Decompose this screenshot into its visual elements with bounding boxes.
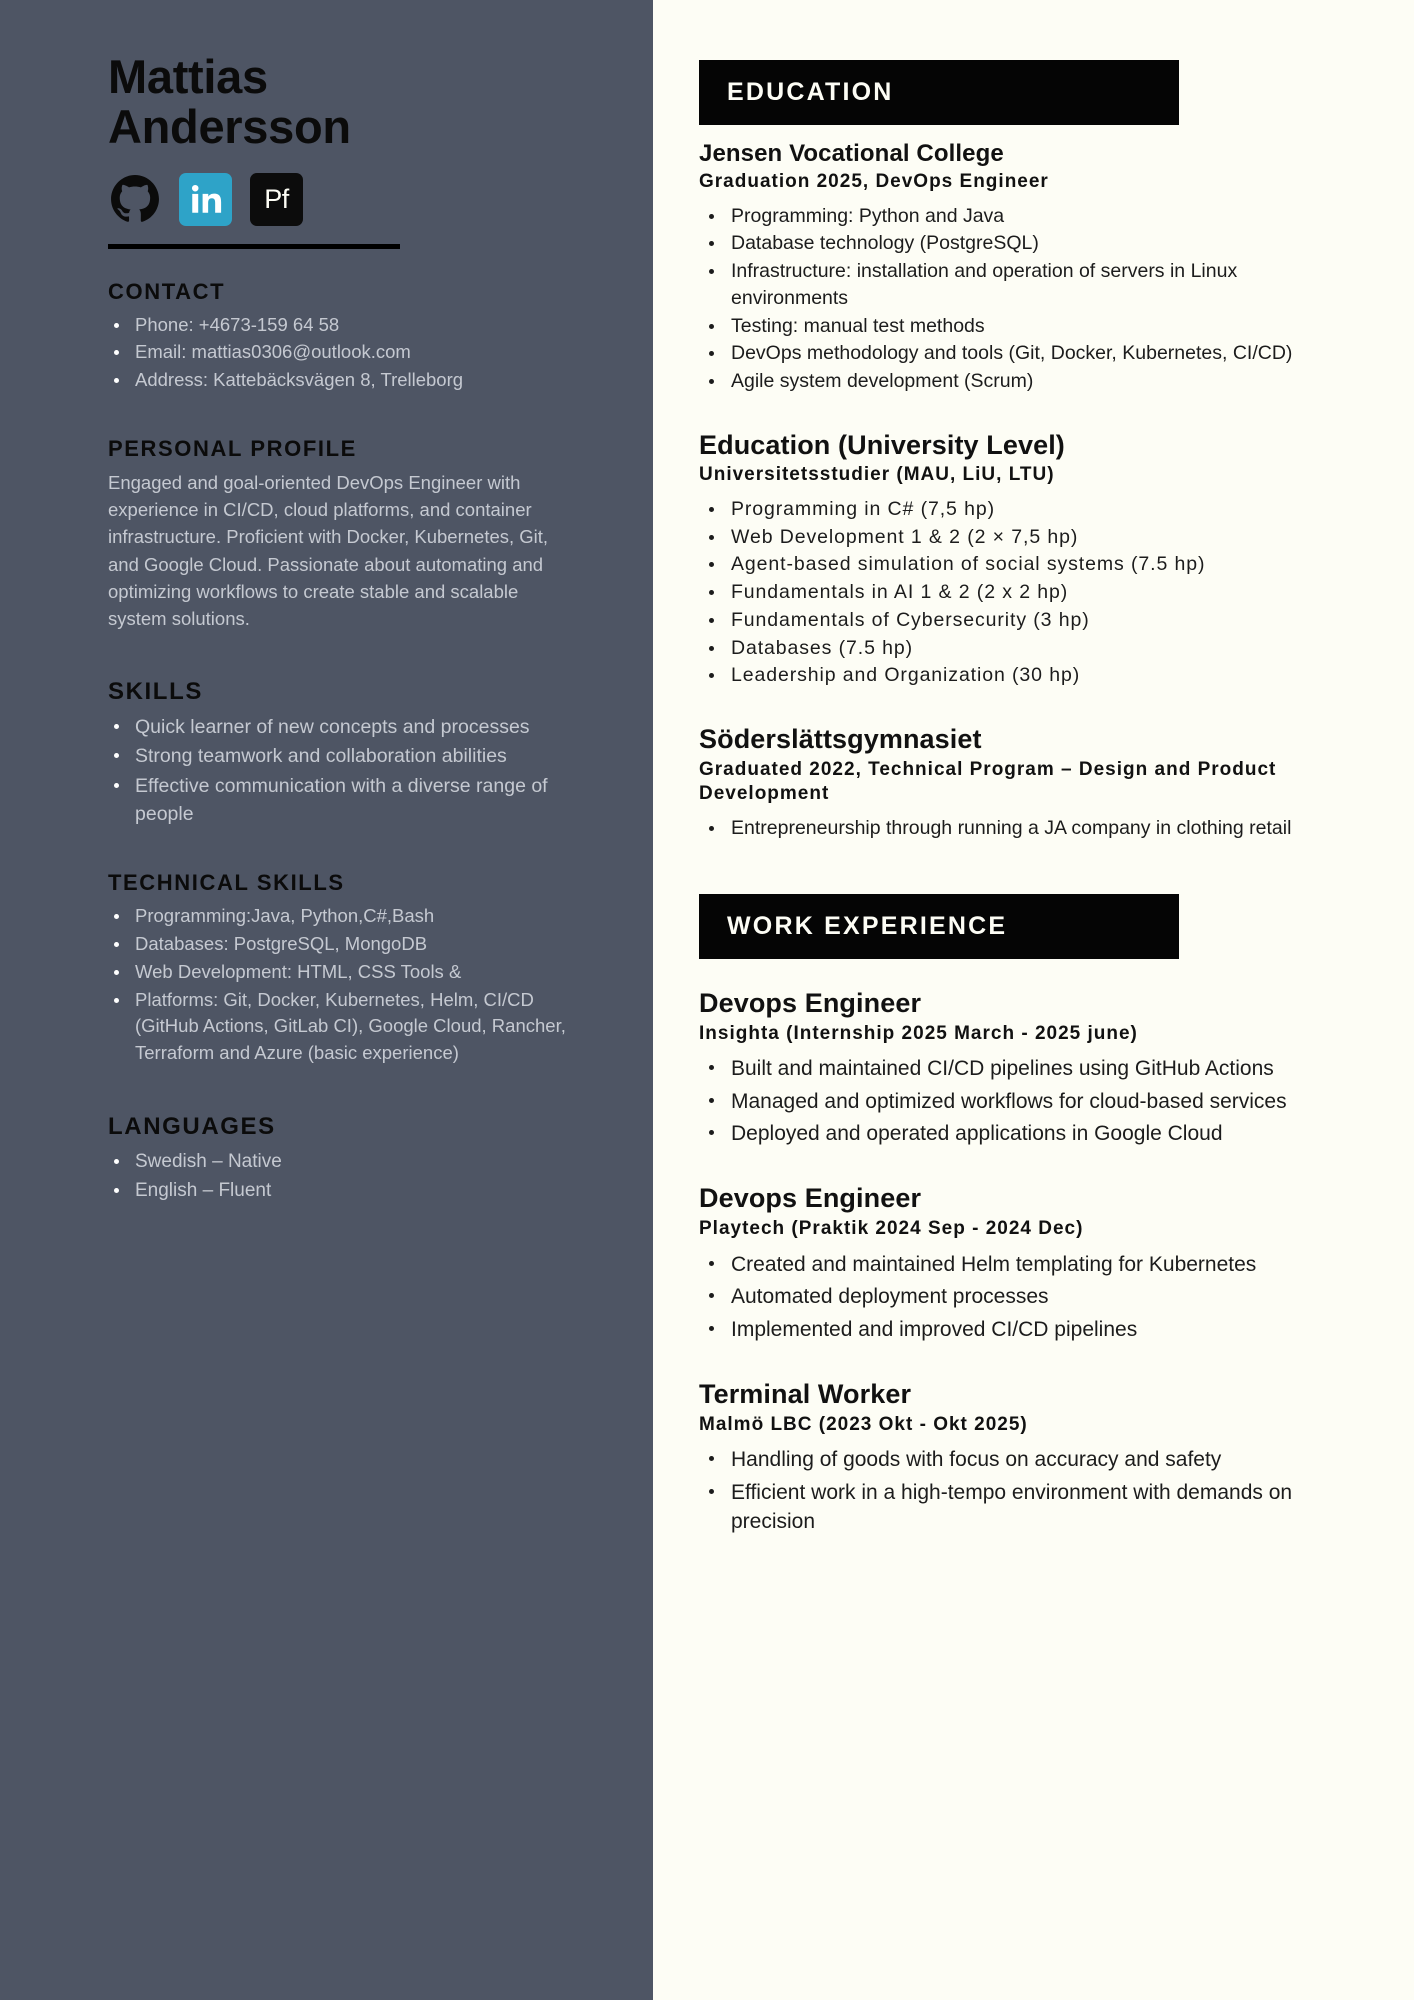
entry-bullets — [699, 1445, 1334, 1536]
profile-text: Engaged and goal-oriented DevOps Engineer with experience in CI/CD, cloud platforms, and container infrastructure. Proficient with Docker, Kubernetes, Git, and Google Cloud. Passionate about automating and optimizing workflows to create stable and scalable system solutions. — [108, 472, 549, 629]
github-icon[interactable] — [108, 173, 161, 226]
entry-title: Devops Engineer — [699, 1183, 922, 1214]
list-item: Effective communication with a diverse range of people — [108, 772, 569, 829]
list-item: Programming: Python and Java — [699, 203, 1334, 230]
list-item: Email: mattias0306@outlook.com — [108, 339, 569, 366]
profile-heading: PERSONAL PROFILE — [108, 436, 357, 461]
entry-title: Söderslättsgymnasiet — [699, 723, 982, 754]
entry-bullets — [699, 1250, 1334, 1344]
list-item: Efficient work in a high-tempo environment with demands on precision — [699, 1478, 1334, 1537]
list-item: Handling of goods with focus on accuracy and safety — [699, 1445, 1334, 1474]
entry-bullets — [699, 815, 1334, 842]
technical-skills-list — [108, 903, 569, 1067]
list-item: Strong teamwork and collaboration abilities — [108, 742, 569, 770]
entry-title: Education (University Level) — [699, 429, 1065, 460]
portfolio-icon-label: Pf — [264, 183, 289, 214]
work-entry-malmo-lbc — [699, 1378, 1334, 1537]
section-skills — [108, 678, 569, 828]
list-item: Infrastructure: installation and operation of servers in Linux environments — [699, 258, 1334, 311]
skills-heading: SKILLS — [108, 678, 203, 706]
languages-list — [108, 1148, 569, 1204]
section-personal-profile — [108, 436, 569, 632]
list-item: Databases (7.5 hp) — [699, 635, 1334, 662]
section-technical-skills — [108, 870, 569, 1067]
list-item: Built and maintained CI/CD pipelines using GitHub Actions — [699, 1054, 1334, 1083]
list-item: Platforms: Git, Docker, Kubernetes, Helm, CI/CD (GitHub Actions, GitLab CI), Google Cloud, Rancher, Terraform and Azure (basic experience) — [108, 987, 569, 1067]
work-entry-insighta — [699, 987, 1334, 1149]
list-item: Web Development: HTML, CSS Tools & — [108, 959, 569, 986]
header-divider — [108, 244, 400, 249]
contact-list — [108, 312, 569, 394]
technical-skills-heading: TECHNICAL SKILLS — [108, 870, 345, 896]
list-item: Quick learner of new concepts and processes — [108, 713, 569, 741]
social-links — [108, 173, 569, 226]
portfolio-icon[interactable] — [250, 173, 303, 226]
name-last-line: Andersson — [108, 100, 351, 154]
entry-title: Terminal Worker — [699, 1379, 912, 1410]
candidate-name — [108, 52, 569, 153]
list-item: DevOps methodology and tools (Git, Docker, Kubernetes, CI/CD) — [699, 340, 1334, 367]
entry-title: Jensen Vocational College — [699, 140, 1004, 167]
list-item: Automated deployment processes — [699, 1282, 1334, 1311]
name-first-line: Mattias — [108, 50, 268, 103]
list-item: Phone: +4673-159 64 58 — [108, 312, 569, 339]
linkedin-icon[interactable] — [179, 173, 232, 226]
list-item: Implemented and improved CI/CD pipelines — [699, 1315, 1334, 1344]
work-entry-playtech — [699, 1182, 1334, 1344]
contact-heading: CONTACT — [108, 278, 226, 304]
entry-bullets — [699, 496, 1334, 689]
section-languages — [108, 1113, 569, 1204]
main-column — [653, 0, 1414, 2000]
list-item: Agent-based simulation of social systems (7.5 hp) — [699, 551, 1334, 578]
entry-subtitle: Insighta (Internship 2025 March - 2025 june) — [699, 1022, 1138, 1044]
entry-subtitle: Graduated 2022, Technical Program – Design and Product Development — [699, 758, 1277, 805]
list-item: Address: Kattebäcksvägen 8, Trelleborg — [108, 367, 569, 394]
entry-subtitle: Graduation 2025, DevOps Engineer — [699, 171, 1049, 192]
education-section-band: EDUCATION — [699, 60, 1179, 125]
entry-subtitle: Playtech (Praktik 2024 Sep - 2024 Dec) — [699, 1218, 1084, 1240]
list-item: Databases: PostgreSQL, MongoDB — [108, 931, 569, 958]
list-item: English – Fluent — [108, 1177, 569, 1205]
entry-subtitle: Malmö LBC (2023 Okt - Okt 2025) — [699, 1413, 1028, 1435]
section-contact — [108, 279, 569, 394]
list-item: Managed and optimized workflows for cloud-based services — [699, 1087, 1334, 1116]
list-item: Fundamentals of Cybersecurity (3 hp) — [699, 607, 1334, 634]
education-entry-jensen — [699, 139, 1334, 395]
list-item: Fundamentals in AI 1 & 2 (2 x 2 hp) — [699, 579, 1334, 606]
list-item: Entrepreneurship through running a JA company in clothing retail — [699, 815, 1334, 842]
list-item: Testing: manual test methods — [699, 313, 1334, 340]
education-entry-soderslatt — [699, 723, 1334, 842]
list-item: Database technology (PostgreSQL) — [699, 230, 1334, 257]
list-item: Leadership and Organization (30 hp) — [699, 662, 1334, 689]
list-item: Created and maintained Helm templating for Kubernetes — [699, 1250, 1334, 1279]
education-entry-university — [699, 429, 1334, 689]
work-section-band: WORK EXPERIENCE — [699, 894, 1179, 959]
entry-bullets — [699, 1054, 1334, 1148]
sidebar — [0, 0, 653, 2000]
list-item: Web Development 1 & 2 (2 × 7,5 hp) — [699, 524, 1334, 551]
entry-bullets — [699, 203, 1334, 395]
entry-title: Devops Engineer — [699, 987, 922, 1018]
list-item: Deployed and operated applications in Google Cloud — [699, 1119, 1334, 1148]
skills-list — [108, 713, 569, 828]
list-item: Agile system development (Scrum) — [699, 368, 1334, 395]
list-item: Swedish – Native — [108, 1148, 569, 1176]
languages-heading: LANGUAGES — [108, 1113, 276, 1141]
list-item: Programming:Java, Python,C#,Bash — [108, 903, 569, 930]
entry-subtitle: Universitetsstudier (MAU, LiU, LTU) — [699, 464, 1055, 486]
list-item: Programming in C# (7,5 hp) — [699, 496, 1334, 523]
